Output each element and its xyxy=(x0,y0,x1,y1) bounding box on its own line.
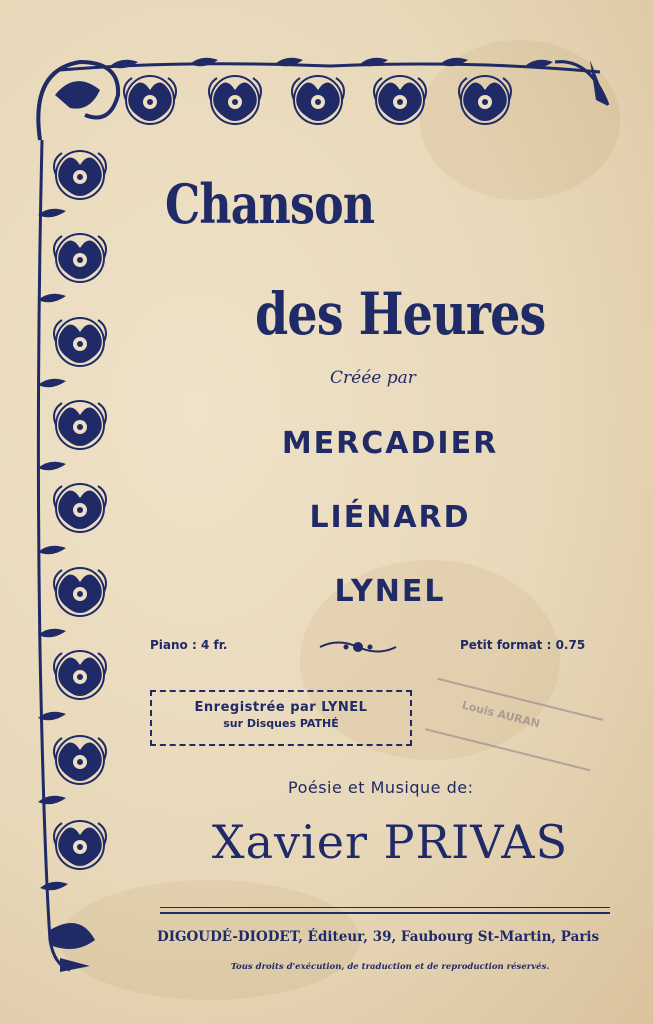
divider xyxy=(160,907,610,908)
small-format-price: Petit format : 0.75 xyxy=(460,638,586,652)
stamp-text: Louis AURAN xyxy=(460,698,542,731)
singer-name: MERCADIER xyxy=(281,426,499,461)
composer-name: Xavier PRIVAS xyxy=(211,815,569,869)
singer-name: LIÉNARD xyxy=(309,500,471,535)
rights-notice: Tous droits d'exécution, de traduction et de reproduction réservés. xyxy=(230,962,550,972)
recording-line-2: sur Disques PATHÉ xyxy=(223,717,339,730)
singer-name: LYNEL xyxy=(334,574,446,609)
publisher-line: DIGOUDÉ-DIODET, Éditeur, 39, Faubourg St-Martin, Paris xyxy=(157,929,600,945)
divider xyxy=(160,912,610,914)
title-line-2: des Heures xyxy=(255,280,546,348)
stamp-line xyxy=(425,728,590,771)
created-by-label: Créée par xyxy=(330,368,416,388)
recording-box xyxy=(150,690,412,746)
credit-label: Poésie et Musique de: xyxy=(288,778,474,797)
recording-line-1: Enregistrée par LYNEL xyxy=(194,700,368,715)
piano-price: Piano : 4 fr. xyxy=(150,638,228,652)
ornament-icon xyxy=(318,638,398,656)
title-line-1: Chanson xyxy=(165,172,375,236)
